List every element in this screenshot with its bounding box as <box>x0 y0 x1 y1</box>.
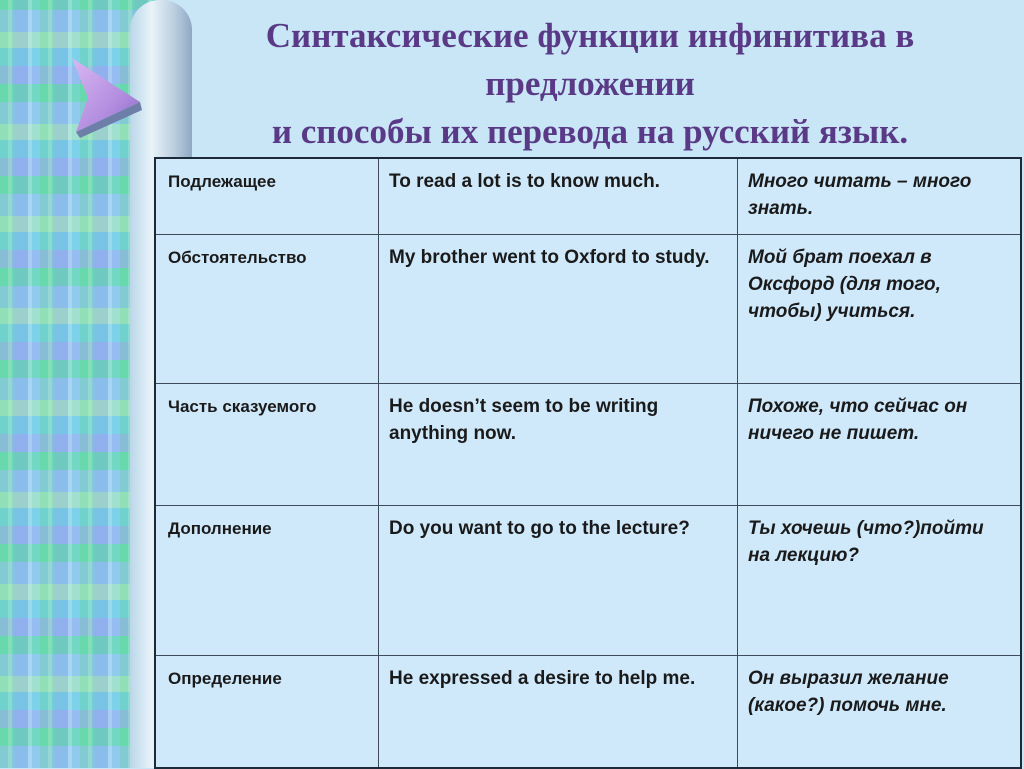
table-row <box>155 655 1021 768</box>
russian-translation-cell: Мой брат поехал в Оксфорд (для того, чтобы) учиться. <box>738 234 1022 383</box>
page-title <box>160 12 1020 156</box>
english-example-cell: Do you want to go to the lecture? <box>379 505 738 655</box>
function-cell: Часть сказуемого <box>155 383 379 505</box>
english-example-cell: My brother went to Oxford to study. <box>379 234 738 383</box>
english-example-cell: To read a lot is to know much. <box>379 158 738 234</box>
infinitive-functions-table <box>154 157 1022 769</box>
table-row <box>155 158 1021 234</box>
english-example-cell: He doesn’t seem to be writing anything now. <box>379 383 738 505</box>
function-cell: Дополнение <box>155 505 379 655</box>
function-cell: Определение <box>155 655 379 768</box>
russian-translation-cell: Ты хочешь (что?)пойти на лекцию? <box>738 505 1022 655</box>
title-line-3: и способы их перевода на русский язык. <box>271 112 909 151</box>
russian-translation-cell: Он выразил желание (какое?) помочь мне. <box>738 655 1022 768</box>
russian-translation-cell: Много читать – много знать. <box>738 158 1022 234</box>
title-line-2: предложении <box>485 64 695 103</box>
table-row <box>155 505 1021 655</box>
russian-translation-cell: Похоже, что сейчас он ничего не пишет. <box>738 383 1022 505</box>
arrow-icon <box>62 50 152 150</box>
function-cell: Обстоятельство <box>155 234 379 383</box>
english-example-cell: He expressed a desire to help me. <box>379 655 738 768</box>
table-row <box>155 234 1021 383</box>
function-cell: Подлежащее <box>155 158 379 234</box>
table-row <box>155 383 1021 505</box>
title-line-1: Синтаксические функции инфинитива в <box>265 16 915 55</box>
